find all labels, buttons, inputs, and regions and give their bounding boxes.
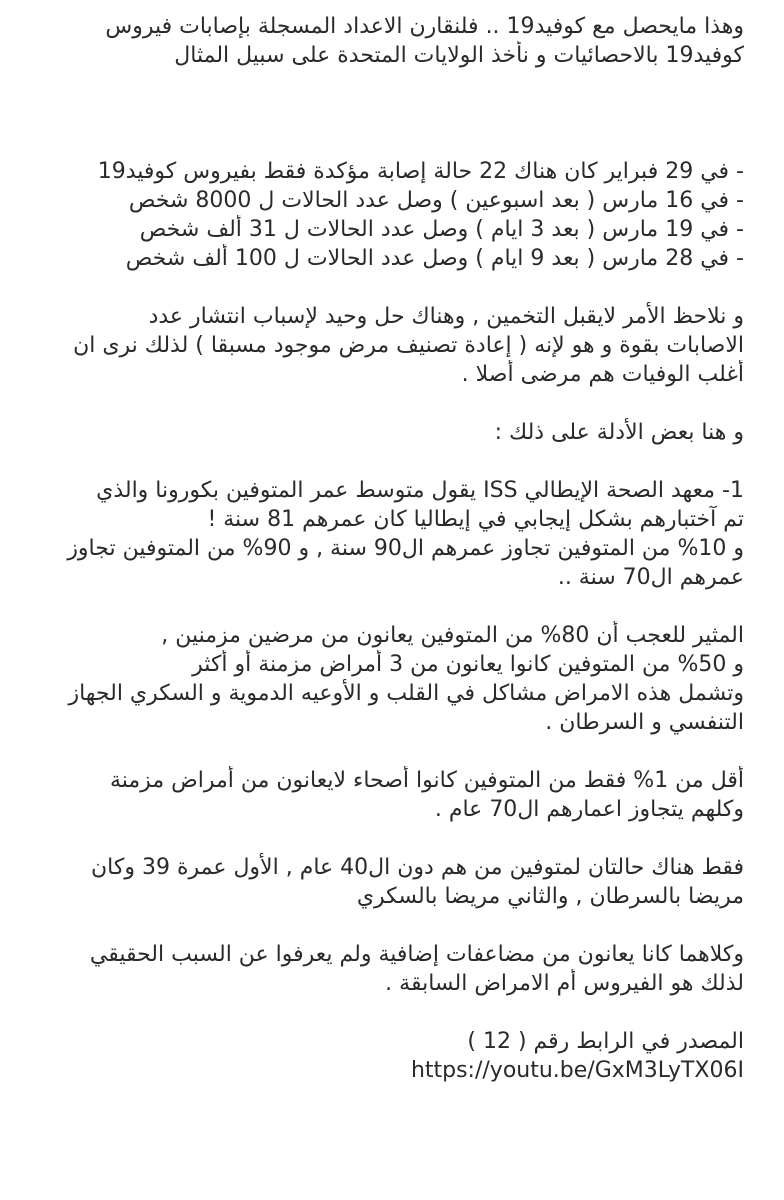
text-line: أغلب الوفيات هم مرضى أصلا . <box>461 362 744 387</box>
comorbid-paragraph <box>40 940 744 998</box>
chronic-paragraph <box>40 621 744 737</box>
text-line: مريضا بالسرطان , والثاني مريضا بالسكري <box>356 884 744 909</box>
spacer <box>40 998 744 1027</box>
spacer <box>40 447 744 476</box>
text-line: التنفسي و السرطان . <box>545 710 744 735</box>
spacer <box>40 389 744 418</box>
observation-paragraph <box>40 302 744 389</box>
spacer <box>40 592 744 621</box>
text-line: و 50% من المتوفين كانوا يعانون من 3 أمراض مزمنة أو أكثر <box>192 652 744 677</box>
text-line: وكلهم يتجاوز اعمارهم ال70 عام . <box>434 797 744 822</box>
spacer <box>40 911 744 940</box>
text-line: لذلك هو الفيروس أم الامراض السابقة . <box>385 971 744 996</box>
timeline-item: - في 19 مارس ( بعد 3 ايام ) وصل عدد الحالات ل 31 ألف شخص <box>139 217 744 242</box>
text-line: أقل من 1% فقط من المتوفين كانوا أصحاء لايعانون من أمراض مزمنة <box>109 768 744 793</box>
text-line: وكلاهما كانا يعانون من مضاعفات إضافية ولم يعرفوا عن السبب الحقيقي <box>89 942 744 967</box>
text-line: تم آختبارهم بشكل إيجابي في إيطاليا كان عمرهم 81 سنة ! <box>207 507 744 532</box>
timeline-list <box>40 157 744 273</box>
text-line: و نلاحظ الأمر لايقبل التخمين , وهناك حل وحيد لإسباب انتشار عدد <box>148 304 744 329</box>
young-paragraph <box>40 853 744 911</box>
text-line: فقط هناك حالتان لمتوفين من هم دون ال40 عام , الأول عمرة 39 وكان <box>91 855 744 880</box>
text-line: الاصابات بقوة و هو لإنه ( إعادة تصنيف مرض موجود مسبقا ) لذلك نرى ان <box>73 333 744 358</box>
text-line: كوفيد19 بالاحصائيات و نأخذ الولايات المتحدة على سبيل المثال <box>174 43 744 68</box>
spacer <box>40 737 744 766</box>
evidence-intro-paragraph <box>40 418 744 447</box>
text-line: و 10% من المتوفين تجاوز عمرهم ال90 سنة , و 90% من المتوفين تجاوز <box>67 536 744 561</box>
text-line: 1- معهد الصحة الإيطالي ISS يقول متوسط عمر المتوفين بكورونا والذي <box>96 478 744 503</box>
text-line: وهذا مايحصل مع كوفيد19 .. فلنقارن الاعداد المسجلة بإصابات فيروس <box>105 14 744 39</box>
timeline-item: - في 28 مارس ( بعد 9 ايام ) وصل عدد الحالات ل 100 ألف شخص <box>125 246 744 271</box>
source-link[interactable]: https://youtu.be/GxM3LyTX06I <box>410 1058 744 1083</box>
text-line: و هنا بعض الأدلة على ذلك : <box>494 420 744 445</box>
text-line: وتشمل هذه الامراض مشاكل في القلب و الأوعيه الدموية و السكري الجهاز <box>68 681 744 706</box>
spacer <box>40 824 744 853</box>
source-paragraph <box>40 1027 744 1085</box>
timeline-item: - في 16 مارس ( بعد اسبوعين ) وصل عدد الحالات ل 8000 شخص <box>128 188 744 213</box>
text-line: المثير للعجب أن 80% من المتوفين يعانون من مرضين مزمنين , <box>161 623 744 648</box>
intro-paragraph <box>40 12 744 70</box>
timeline-item: - في 29 فبراير كان هناك 22 حالة إصابة مؤكدة فقط بفيروس كوفيد19 <box>97 159 744 184</box>
text-line: عمرهم ال70 سنة .. <box>557 565 744 590</box>
source-label: المصدر في الرابط رقم ( 12 ) <box>467 1029 744 1054</box>
spacer <box>40 70 744 157</box>
healthy-paragraph <box>40 766 744 824</box>
spacer <box>40 273 744 302</box>
evidence-1-paragraph <box>40 476 744 592</box>
